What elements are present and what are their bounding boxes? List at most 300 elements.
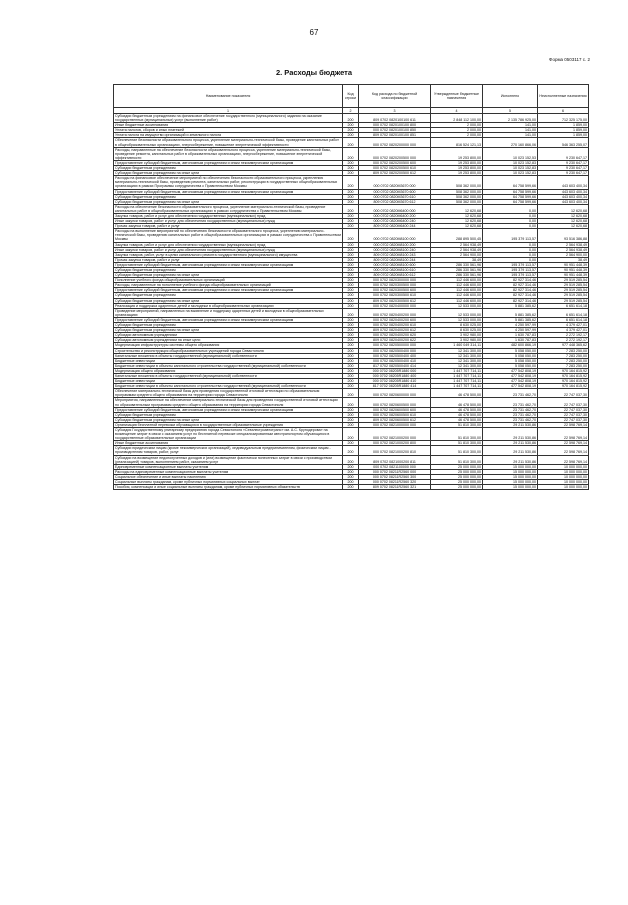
cell-code: 200 (343, 353, 359, 358)
cell-name: Обеспечение материально-технической базы для проведения государственной итоговой аттестации по образовательным программам среднего общего образования на территории города Севастополя (114, 389, 343, 398)
cell-code: 200 (343, 303, 359, 308)
cell-remaining: 4 379 427,01 (538, 323, 589, 328)
cell-code: 200 (343, 328, 359, 333)
cell-code: 200 (343, 485, 359, 490)
cell-approved: 46 478 500,00 (431, 407, 483, 412)
header-row (114, 85, 589, 108)
cell-kbk: 809 0702 0820600500 612 (359, 417, 431, 422)
cell-kbk: 000 0702 0820500000 000 (359, 343, 431, 348)
cell-remaining: 443 603 400,34 (538, 189, 589, 194)
cell-approved: 508 362 000,00 (431, 189, 483, 194)
cell-remaining: 2 564 938,49 (538, 247, 589, 252)
cell-name: Расходы на единовременные компенсационные выплаты учителям (114, 469, 343, 474)
cell-approved: 8 630 025,00 (431, 323, 483, 328)
cell-remaining: 22 747 037,30 (538, 417, 589, 422)
cell-kbk: 809 0702 0820М8100 612 (359, 273, 431, 278)
cell-approved: 2 000,00 (431, 128, 483, 133)
cell-kbk: 000 0702 0821100000 000 (359, 464, 431, 469)
cell-name: Расходы на выполнение мероприятий по обеспечению безопасности образовательного процесса, укреплению материально-технической базы, проведению капитальных работ в общеобразовательных организациях в рамках сотрудничества с Правительством Москвы (115, 229, 341, 242)
cell-executed: 5 881 385,62 (483, 317, 538, 322)
table-row (114, 469, 589, 474)
cell-code: 200 (343, 373, 359, 378)
cell-kbk: 809 0702 0820М8100 244 (359, 257, 431, 262)
cell-remaining: 7 283 250,00 (538, 358, 589, 363)
cell-kbk: 000 0702 0820М8100 200 (359, 242, 431, 247)
cell-code: 200 (343, 333, 359, 338)
cell-code: 200 (343, 166, 359, 171)
cell-approved: 12 620,68 (431, 224, 483, 229)
cell-executed: 64 758 599,66 (483, 189, 538, 194)
cell-approved: 19 253 800,00 (431, 160, 483, 165)
table-row (114, 298, 589, 303)
cell-executed: 64 758 599,66 (483, 194, 538, 199)
cell-code: 200 (343, 213, 359, 218)
cell-name: Субсидии бюджетным учреждениям на иные цели (114, 417, 343, 422)
cell-executed: 5 881 385,62 (483, 308, 538, 317)
cell-remaining: 22 598 769,14 (538, 441, 589, 446)
cell-approved: 38,49 (431, 257, 483, 262)
cell-name: Социальное обеспечение и иные выплаты населению (114, 474, 343, 479)
cell-remaining: 9 230 647,17 (538, 171, 589, 176)
cell-executed: 29 211 530,86 (483, 428, 538, 441)
cell-executed: 0,00 (483, 252, 538, 257)
cell-approved: 12 341 300,00 (431, 358, 483, 363)
cell-name: Субсидии бюджетным учреждениям на иные цели (114, 328, 343, 333)
cell-kbk: 000 0702 08205R1880 000 (359, 368, 431, 373)
cell-executed: 5 058 050,00 (483, 358, 538, 363)
cell-remaining: 9 230 647,17 (538, 147, 589, 160)
cell-code: 200 (343, 283, 359, 288)
cell-name: Субсидии бюджетным учреждениям на иные цели (114, 298, 343, 303)
cell-name: Мероприятия, направленные на обеспечение материально-технической базы для проведения государственной итоговой аттестации по образовательным программам среднего общего образования на территории города Севастополя (114, 398, 343, 407)
cell-remaining: 6 651 614,18 (538, 317, 589, 322)
cell-code: 200 (343, 138, 359, 147)
table-row (114, 273, 589, 278)
cell-executed: 64 758 599,66 (483, 199, 538, 204)
cell-code: 200 (343, 242, 359, 247)
cell-approved: 46 478 500,00 (431, 398, 483, 407)
cell-kbk: 000 0702 0820М3670 610 (359, 194, 431, 199)
cell-remaining: 1 859,00 (538, 128, 589, 133)
cell-approved: 12 533 000,00 (431, 317, 483, 322)
cell-name: Предоставление субсидий бюджетным, автономным учреждениям и иным некоммерческим организациям (114, 160, 343, 165)
cell-name: Субсидии бюджетным учреждениям на иные цели (114, 199, 343, 204)
cell-code: 200 (343, 128, 359, 133)
cell-name: Уплата налогов, сборов и иных платежей (114, 128, 343, 133)
cell-kbk: 000 0702 0820200500 600 (359, 160, 431, 165)
cell-kbk: 809 0702 0820200500 612 (359, 171, 431, 176)
cell-code: 200 (343, 171, 359, 176)
cell-remaining: 970 164 815,92 (538, 368, 589, 373)
table-row (114, 384, 589, 389)
cell-name: Субсидия Государственному унитарному предприятию города Севастополя «Севэлектроавтотранс» им. А.С. Круподерова» на возмещение затрат в связи с оказанием услуг по бесплатной перевозке специализированным автотранспортом обучающихся в государственные образовательные организации (114, 428, 343, 441)
cell-code: 200 (343, 398, 359, 407)
table-row (114, 398, 589, 407)
cell-executed: 10 023 152,83 (483, 160, 538, 165)
cell-name: Обеспечение безопасности образовательного процесса, укрепление материально-технической базы, проведение капитальных работ в общеобразовательных организациях, энергосбережение, повышение энергетической эффективности (114, 138, 343, 147)
cell-code: 200 (343, 123, 359, 128)
cell-name: Расходы на обеспечение безопасности образовательного процесса, укрепление материально-технической базы, проведение капитальных работ в общеобразовательных организациях в рамках сотрудничества с Правительством Москвы (114, 204, 343, 213)
table-row (114, 147, 589, 160)
cell-name: Прочая закупка товаров, работ и услуг (114, 257, 343, 262)
cell-executed: 15 000 000,00 (483, 474, 538, 479)
cell-name: Предоставление субсидий бюджетным, автономным учреждениям и иным некоммерческим организациям (114, 317, 343, 322)
cell-remaining: 29 519 285,54 (538, 293, 589, 298)
cell-name: Закупка товаров, работ и услуг для обеспечения государственных (муниципальных) нужд (114, 213, 343, 218)
cell-executed: 1 630 787,83 (483, 338, 538, 343)
cell-remaining: 10 000 000,00 (538, 464, 589, 469)
cell-code: 200 (343, 308, 359, 317)
cell-remaining: 29 519 285,54 (538, 283, 589, 288)
cell-executed: 82 927 314,46 (483, 278, 538, 283)
table-row (114, 480, 589, 485)
cell-approved: 2 564 900,00 (431, 252, 483, 257)
column-number: 4 (431, 108, 483, 114)
table-row (114, 363, 589, 368)
cell-kbk: 000 0702 0820100100 800 (359, 123, 431, 128)
cell-remaining: 29 519 285,54 (538, 298, 589, 303)
cell-name: Предоставление субсидий бюджетным, автономным учреждениям и иным некоммерческим организациям (114, 407, 343, 412)
cell-executed: 195 379 113,57 (483, 268, 538, 273)
column-number: 6 (538, 108, 589, 114)
cell-kbk: 000 0702 08211R2560 000 (359, 469, 431, 474)
cell-approved: 1 447 707 714,11 (431, 379, 483, 384)
cell-kbk: 000 0702 0820600500 000 (359, 398, 431, 407)
cell-kbk: 000 0702 0820300500 610 (359, 293, 431, 298)
cell-code: 200 (343, 358, 359, 363)
cell-name: Строительство и реконструкция общеобразовательных учреждений города Севастополя (114, 348, 343, 353)
cell-remaining: 93 516 386,88 (538, 229, 589, 242)
cell-executed: 10 023 152,83 (483, 171, 538, 176)
cell-approved: 12 533 000,00 (431, 303, 483, 308)
header-code: Код строки (343, 85, 359, 108)
cell-remaining: 10 000 000,00 (538, 480, 589, 485)
cell-kbk: 000 0702 0821000200 000 (359, 428, 431, 441)
cell-approved: 1 460 049 314,11 (431, 343, 483, 348)
cell-approved: 25 000 000,00 (431, 480, 483, 485)
cell-remaining: 90 951 448,39 (538, 273, 589, 278)
cell-remaining: 6 651 614,18 (538, 303, 589, 308)
cell-approved: 46 478 500,00 (431, 412, 483, 417)
cell-executed: 141,00 (483, 133, 538, 138)
cell-name: Субсидии автономным учреждениям на иные цели (114, 338, 343, 343)
cell-executed: 23 731 462,70 (483, 412, 538, 417)
cell-name: Капитальные вложения в объекты государственной (муниципальной) собственности (114, 373, 343, 378)
cell-name: Расходы на финансовое обеспечение мероприятий по обеспечению безопасности образовательного процесса, укреплению материально-технической базы, проведению ремонта, капитальных работ, реконструкции в государственных общеобразовательных организациях в рамках Программы сотрудничества с Правительством Москвы (114, 176, 343, 189)
cell-name: Субсидии бюджетным учреждениям на финансовое обеспечение государственного (муниципального) задания на оказание государственных (муниципальных) услуг (выполнение работ) (114, 114, 343, 123)
cell-executed: 10 023 152,53 (483, 147, 538, 160)
cell-name: Субсидии бюджетным учреждениям на иные цели (114, 171, 343, 176)
table-row (114, 373, 589, 378)
cell-approved: 2 564 938,49 (431, 242, 483, 247)
cell-executed: 29 211 530,86 (483, 455, 538, 464)
cell-kbk: 000 0702 0820100100 850 (359, 128, 431, 133)
cell-approved: 508 362 000,00 (431, 176, 483, 189)
column-number: 5 (483, 108, 538, 114)
cell-executed: 2 135 786 925,00 (483, 114, 538, 123)
cell-executed: 82 927 314,46 (483, 288, 538, 293)
cell-kbk: 000 0702 08211R2560 320 (359, 480, 431, 485)
table-row (114, 338, 589, 343)
cell-approved: 19 253 800,00 (431, 166, 483, 171)
table-row (114, 303, 589, 308)
cell-name: Бюджетные инвестиции в объекты капитального строительства государственной (муниципальной) собственности (114, 363, 343, 368)
cell-approved: 25 000 000,00 (431, 485, 483, 490)
cell-approved: 286 330 561,96 (431, 268, 483, 273)
column-number: 3 (359, 108, 431, 114)
cell-name: Субсидии бюджетным учреждениям на иные цели (114, 273, 343, 278)
cell-remaining: 10 000 000,00 (538, 485, 589, 490)
cell-code: 200 (343, 407, 359, 412)
cell-remaining: 38,49 (538, 257, 589, 262)
cell-remaining: 12 620,68 (538, 213, 589, 218)
cell-approved: 112 446 600,00 (431, 298, 483, 303)
cell-approved: 12 341 300,00 (431, 348, 483, 353)
cell-code: 200 (343, 363, 359, 368)
cell-name: Субсидии автономным учреждениям (114, 333, 343, 338)
cell-name: Иные бюджетные ассигнования (114, 441, 343, 446)
cell-remaining: 12 620,68 (538, 224, 589, 229)
cell-approved: 12 620,68 (431, 219, 483, 224)
table-row (114, 262, 589, 267)
cell-approved: 112 446 600,00 (431, 288, 483, 293)
cell-kbk: 000 0702 0820500400 000 (359, 348, 431, 353)
cell-executed: 5 881 385,62 (483, 303, 538, 308)
cell-remaining: 22 747 037,30 (538, 398, 589, 407)
header-executed: Исполнено (483, 85, 538, 108)
cell-code: 200 (343, 224, 359, 229)
cell-approved: 51 810 300,00 (431, 446, 483, 455)
cell-remaining: 22 598 769,14 (538, 428, 589, 441)
cell-code: 200 (343, 147, 359, 160)
cell-executed: 5 058 050,00 (483, 363, 538, 368)
cell-executed: 195 379 113,57 (483, 262, 538, 267)
table-row (114, 189, 589, 194)
table-row (114, 422, 589, 427)
cell-code: 200 (343, 480, 359, 485)
cell-name: Предоставление субсидий бюджетным, автономным учреждениям и иным некоммерческим организациям (114, 262, 343, 267)
cell-approved: 816 524 121,13 (431, 138, 483, 147)
cell-executed: 0,00 (483, 204, 538, 213)
cell-remaining: 970 164 815,92 (538, 384, 589, 389)
cell-kbk: 000 0702 0820М3670 000 (359, 176, 431, 189)
cell-code: 200 (343, 189, 359, 194)
cell-code: 200 (343, 417, 359, 422)
cell-approved: 12 341 300,00 (431, 353, 483, 358)
header-approved: Утвержденные бюджетные назначения (431, 85, 483, 108)
cell-executed: 29 211 530,86 (483, 446, 538, 455)
cell-kbk: 000 0702 0820400200 610 (359, 323, 431, 328)
cell-kbk: 000 0702 0820200000 000 (359, 138, 431, 147)
cell-approved: 508 362 000,00 (431, 199, 483, 204)
header-remaining: Неисполненные назначения (538, 85, 589, 108)
cell-remaining: 12 620,68 (538, 204, 589, 213)
cell-code: 200 (343, 464, 359, 469)
cell-code: 200 (343, 368, 359, 373)
cell-name: Модернизация инфраструктуры системы общего образования (114, 343, 343, 348)
table-row (114, 278, 589, 283)
cell-approved: 508 362 000,00 (431, 194, 483, 199)
cell-code: 200 (343, 257, 359, 262)
cell-remaining: 443 603 400,34 (538, 194, 589, 199)
table-row (114, 283, 589, 288)
cell-approved: 51 810 300,00 (431, 422, 483, 427)
cell-remaining: 2 272 192,17 (538, 338, 589, 343)
cell-kbk: 000 0702 0820600000 000 (359, 389, 431, 398)
cell-name: Пополнение учебного фонда общеобразовательных организаций (114, 278, 343, 283)
cell-executed: 0,00 (483, 247, 538, 252)
table-row (114, 485, 589, 490)
cell-executed: 195 379 113,57 (483, 273, 538, 278)
table-row (114, 288, 589, 293)
cell-code: 200 (343, 204, 359, 213)
cell-kbk: 809 0702 0820300500 612 (359, 298, 431, 303)
cell-kbk: 000 0702 0820500400 400 (359, 353, 431, 358)
cell-code: 200 (343, 252, 359, 257)
cell-executed: 23 731 462,70 (483, 417, 538, 422)
cell-executed: 270 160 866,06 (483, 138, 538, 147)
cell-remaining: 90 951 448,39 (538, 268, 589, 273)
cell-name: Модернизация общего образования (114, 368, 343, 373)
cell-name: Пособия, компенсации и иные социальные выплаты гражданам, кроме публичных нормативных обязательств (114, 485, 343, 490)
cell-executed: 141,00 (483, 128, 538, 133)
cell-executed: 477 542 808,19 (483, 384, 538, 389)
cell-name: Расходы, направленные на пополнение учебного фонда общеобразовательных организаций (114, 283, 343, 288)
cell-kbk: 809 0702 0821000200 811 (359, 455, 431, 464)
cell-executed: 195 379 113,57 (483, 229, 538, 242)
cell-code: 200 (343, 384, 359, 389)
table-body (114, 114, 589, 490)
cell-remaining: 2 272 192,17 (538, 333, 589, 338)
cell-kbk: 809 0702 08211R2560 321 (359, 485, 431, 490)
cell-approved: 46 478 500,00 (431, 417, 483, 422)
cell-executed: 82 927 314,46 (483, 283, 538, 288)
cell-remaining: 970 164 815,92 (538, 379, 589, 384)
cell-remaining: 2 564 938,49 (538, 242, 589, 247)
cell-code: 200 (343, 273, 359, 278)
cell-approved: 1 447 707 714,11 (431, 373, 483, 378)
header-name: Наименование показателя (114, 85, 343, 108)
cell-kbk: 000 0702 0820600500 610 (359, 412, 431, 417)
cell-remaining: 7 283 250,00 (538, 353, 589, 358)
cell-kbk: 000 0702 0820400200 000 (359, 308, 431, 317)
cell-executed: 141,00 (483, 123, 538, 128)
cell-code: 200 (343, 262, 359, 267)
cell-name: Субсидии бюджетным учреждениям (114, 194, 343, 199)
table-row (114, 474, 589, 479)
cell-approved: 25 000 000,00 (431, 464, 483, 469)
cell-name: Прочая закупка товаров, работ и услуг (114, 224, 343, 229)
cell-name: Реализация и поддержка одаренных детей и молодежи в общеобразовательных организациях (114, 303, 343, 308)
cell-approved: 12 620,68 (431, 213, 483, 218)
cell-kbk: 809 0702 0820400200 612 (359, 328, 431, 333)
cell-name: Капитальные вложения в объекты государственной (муниципальной) собственности (114, 353, 343, 358)
cell-remaining: 10 000 000,00 (538, 469, 589, 474)
cell-kbk: 000 0702 0820М3670 600 (359, 189, 431, 194)
cell-remaining: 1 859,00 (538, 123, 589, 128)
cell-executed: 15 000 000,00 (483, 464, 538, 469)
cell-executed: 477 542 808,19 (483, 379, 538, 384)
cell-kbk: 000 0702 0820М8100 610 (359, 268, 431, 273)
cell-approved: 112 446 600,00 (431, 293, 483, 298)
cell-approved: 25 000 000,00 (431, 469, 483, 474)
cell-remaining: 7 283 250,00 (538, 348, 589, 353)
cell-kbk: 817 0702 08205R1880 414 (359, 384, 431, 389)
table-row (114, 417, 589, 422)
cell-executed: 4 250 597,99 (483, 323, 538, 328)
cell-name: Иные бюджетные ассигнования (114, 123, 343, 128)
cell-approved: 3 902 980,00 (431, 338, 483, 343)
cell-approved: 288 895 500,45 (431, 229, 483, 242)
cell-executed: 4 250 597,99 (483, 328, 538, 333)
cell-remaining: 22 747 037,30 (538, 407, 589, 412)
cell-approved: 12 341 300,00 (431, 363, 483, 368)
cell-approved: 12 533 000,00 (431, 308, 483, 317)
cell-approved: 51 810 300,00 (431, 428, 483, 441)
cell-remaining: 546 363 255,07 (538, 138, 589, 147)
cell-approved: 19 253 800,00 (431, 171, 483, 176)
cell-code: 200 (343, 343, 359, 348)
cell-remaining: 977 448 365,62 (538, 343, 589, 348)
cell-approved: 1 447 707 714,11 (431, 368, 483, 373)
cell-name: Субсидии бюджетным учреждениям (114, 268, 343, 273)
cell-approved: 112 446 600,00 (431, 283, 483, 288)
cell-name: Субсидии бюджетным учреждениям (114, 166, 343, 171)
cell-code: 200 (343, 114, 359, 123)
cell-executed: 477 542 808,19 (483, 373, 538, 378)
cell-kbk: 000 0702 0820300500 000 (359, 283, 431, 288)
cell-kbk: 000 0702 0821000000 000 (359, 422, 431, 427)
cell-executed: 82 927 314,46 (483, 298, 538, 303)
table-row (114, 160, 589, 165)
cell-code: 200 (343, 348, 359, 353)
cell-executed: 5 058 050,00 (483, 353, 538, 358)
table-row (114, 317, 589, 322)
cell-executed: 0,00 (483, 219, 538, 224)
cell-remaining: 22 598 769,14 (538, 455, 589, 464)
cell-remaining: 12 620,68 (538, 219, 589, 224)
cell-name: Бюджетные инвестиции в объекты капитального строительства государственной (муниципальной) собственности (114, 384, 343, 389)
cell-remaining: 1 859,00 (538, 133, 589, 138)
cell-code: 200 (343, 441, 359, 446)
cell-remaining: 29 519 285,54 (538, 288, 589, 293)
cell-kbk: 000 0702 08211R2560 300 (359, 474, 431, 479)
cell-kbk: 000 0702 0820400200 600 (359, 317, 431, 322)
cell-approved: 2 564 938,49 (431, 247, 483, 252)
cell-approved: 51 810 300,00 (431, 455, 483, 464)
cell-remaining: 443 603 400,34 (538, 176, 589, 189)
cell-remaining: 9 230 647,17 (538, 166, 589, 171)
cell-code: 200 (343, 268, 359, 273)
table-row (114, 176, 589, 189)
cell-executed: 15 000 000,00 (483, 485, 538, 490)
table-row (114, 199, 589, 204)
table-row (114, 455, 589, 464)
cell-kbk: 000 0702 0820М6400 240 (359, 219, 431, 224)
cell-remaining: 22 747 037,30 (538, 389, 589, 398)
cell-code: 200 (343, 133, 359, 138)
cell-remaining: 22 598 769,14 (538, 422, 589, 427)
table-row (114, 308, 589, 317)
cell-kbk: 809 0702 0820100100 611 (359, 114, 431, 123)
cell-kbk: 000 0702 0820400000 000 (359, 303, 431, 308)
cell-executed: 15 000 000,00 (483, 480, 538, 485)
cell-remaining: 9 230 647,17 (538, 160, 589, 165)
cell-name: Субсидии бюджетным учреждениям (114, 293, 343, 298)
cell-code: 200 (343, 338, 359, 343)
table-row (114, 204, 589, 213)
cell-remaining: 712 325 175,00 (538, 114, 589, 123)
